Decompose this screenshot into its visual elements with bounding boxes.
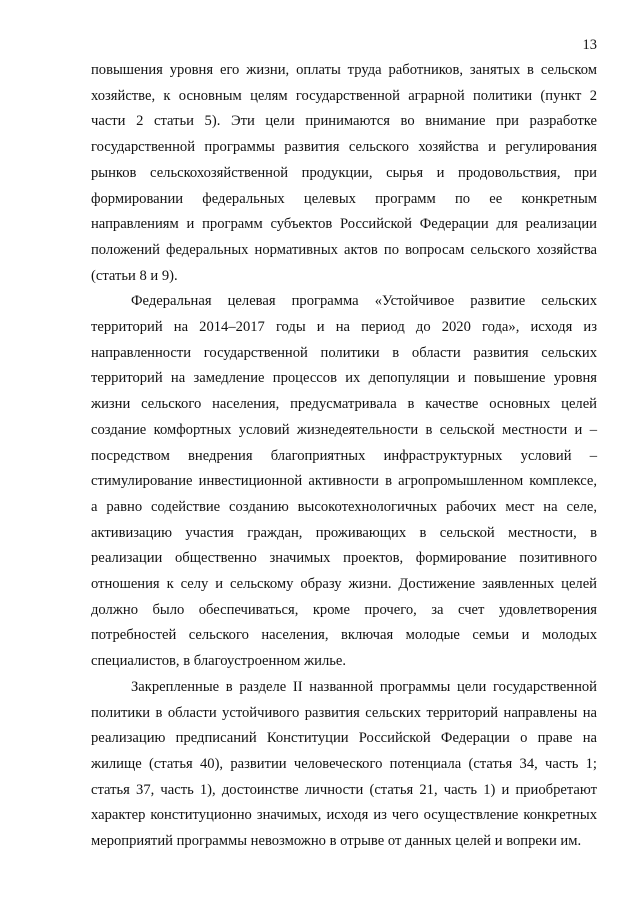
text-line: направлениям и программ субъектов Российской Федерации для реализации <box>91 216 597 233</box>
text-line: территорий на замедление процессов их депопуляции и повышение уровня <box>91 370 597 387</box>
text-line: Федеральная целевая программа «Устойчивое развитие сельских <box>131 293 597 310</box>
paragraph-3 <box>91 675 597 855</box>
text-line: территорий на 2014–2017 годы и на период до 2020 года», исходя из <box>91 319 597 336</box>
text-line: формировании федеральных целевых программ по ее конкретным <box>91 190 597 207</box>
text-line: посредством внедрения благоприятных инфраструктурных условий – <box>91 447 597 464</box>
text-line: должно было обеспечиваться, кроме прочего, за счет удовлетворения <box>91 601 597 618</box>
text-line: (статьи 8 и 9). <box>91 267 178 284</box>
text-line: жилище (статья 40), развитии человеческого потенциала (статья 34, часть 1; <box>91 755 597 772</box>
text-line: направленности государственной политики в области развития сельских <box>91 344 597 361</box>
text-line: хозяйстве, к основным целям государственной аграрной политики (пункт 2 <box>91 87 597 104</box>
text-line: а равно содействие созданию высокотехнологичных рабочих мест на селе, <box>91 498 597 515</box>
text-line: положений федеральных нормативных актов по вопросам сельского хозяйства <box>91 241 597 258</box>
text-line: реализации общественно значимых проектов, формирование позитивного <box>91 550 597 567</box>
text-line: мероприятий программы невозможно в отрыве от данных целей и вопреки им. <box>91 833 582 850</box>
paragraph-1 <box>91 58 597 289</box>
text-line: стимулирование инвестиционной активности в агропромышленном комплексе, <box>91 473 597 490</box>
text-line: реализацию предписаний Конституции Российской Федерации о праве на <box>91 730 597 747</box>
text-line: характер конституционно значимых, исходя из чего осуществление конкретных <box>91 807 597 824</box>
text-line: Закрепленные в разделе II названной программы цели государственной <box>131 678 597 695</box>
text-line: части 2 статьи 5). Эти цели принимаются во внимание при разработке <box>91 113 597 130</box>
text-line: государственной программы развития сельского хозяйства и регулирования <box>91 139 597 156</box>
text-line: статья 37, часть 1), достоинстве личности (статья 21, часть 1) и приобретают <box>91 781 597 798</box>
text-line: потребностей сельского населения, включая молодые семьи и молодых <box>91 627 597 644</box>
text-line: создание комфортных условий жизнедеятельности в сельской местности и – <box>91 421 597 438</box>
text-line: специалистов, в благоустроенном жилье. <box>91 653 347 670</box>
document-body <box>91 58 597 855</box>
text-line: жизни сельского населения, предусматривала в качестве основных целей <box>91 396 597 413</box>
text-line: политики в области устойчивого развития сельских территорий направлены на <box>91 704 597 721</box>
paragraph-2 <box>91 289 597 675</box>
text-line: отношения к селу и сельскому образу жизни. Достижение заявленных целей <box>91 576 597 593</box>
page-number: 13 <box>582 37 597 53</box>
text-line: рынков сельскохозяйственной продукции, сырья и продовольствия, при <box>91 164 597 181</box>
text-line: повышения уровня его жизни, оплаты труда работников, занятых в сельском <box>91 62 597 78</box>
text-line: активизацию участия граждан, проживающих в сельской местности, в <box>91 524 597 541</box>
